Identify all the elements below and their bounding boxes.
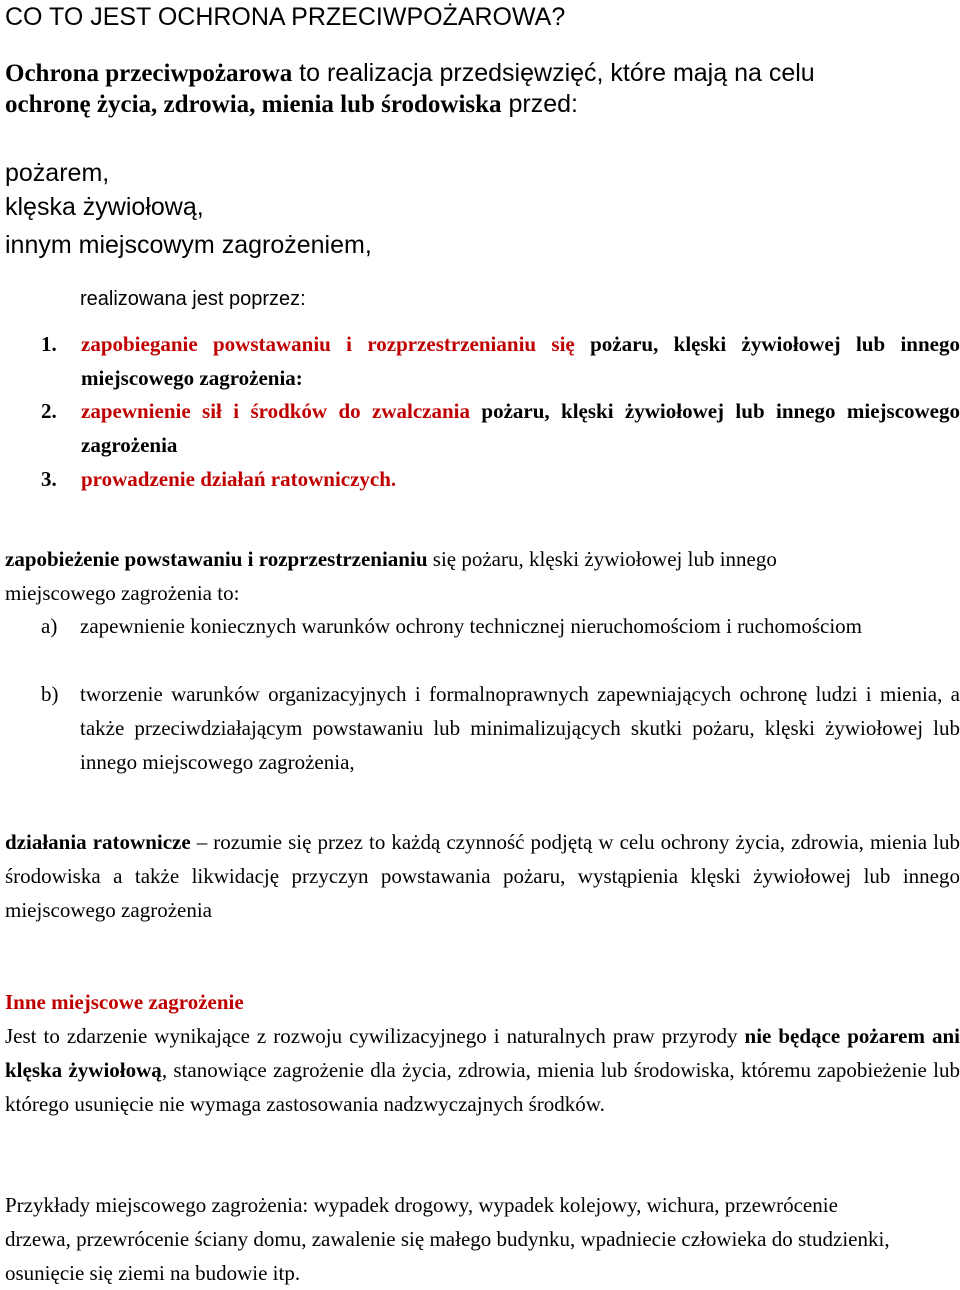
item-highlight: prowadzenie działań ratowniczych. [81, 467, 397, 491]
item-highlight: zapewnienie sił i środków do zwalczania [81, 399, 471, 423]
examples-paragraph: Przykłady miejscowego zagrożenia: wypadek drogowy, wypadek kolejowy, wichura, przewrócenie drzewa, przewrócenie ściany domu, zawalenie się małego budynku, wpadniecie człowieka do studzienki, osunięcie się ziemi na budowie itp. [5, 1193, 890, 1285]
threat-item: pożarem, [5, 159, 110, 187]
numbered-item [41, 462, 960, 496]
section-heading: Inne miejscowe zagrożenie [5, 990, 244, 1014]
item-number: 2. [41, 399, 57, 423]
item-text: pożaru, klęski żywiołowej lub innego miejscowego zagrożenia [81, 399, 960, 457]
intro-term: Ochrona przeciwpożarowa [5, 60, 293, 87]
intro-text: to realizacja przedsięwzięć, które mają na celu [292, 59, 815, 87]
item-text: tworzenie warunków organizacyjnych i formalnoprawnych zapewniających ochronę ludzi i mienia, a także przeciwdziałającym powstawaniu lub minimalizujących skutki pożaru, klęski żywiołowej lub innego miejscowego zagrożenia, [80, 682, 960, 774]
threat-item: klęska żywiołową, [5, 193, 204, 221]
prevention-item [41, 609, 960, 643]
rescue-text: – rozumie się przez to każdą czynność podjętą w celu ochrony życia, zdrowia, mienia lub środowiska a także likwidację przyczyn powstawania pożaru, wystąpienia klęski żywiołowej lub innego miejscowego zagrożenia [5, 830, 960, 922]
item-highlight: zapobieganie powstawaniu i rozprzestrzenianiu się [81, 332, 575, 356]
item-letter: a) [41, 614, 58, 638]
intro-protected-goods: ochronę życia, zdrowia, mienia lub środowiska [5, 91, 502, 118]
numbered-item [41, 327, 960, 395]
item-text: zapewnienie koniecznych warunków ochrony technicznej nieruchomościom i ruchomościom [80, 614, 862, 638]
item-number: 1. [41, 332, 57, 356]
definition-emphasis: nie będące pożarem ani klęska żywiołową [5, 1024, 960, 1082]
rescue-term: działania ratownicze [5, 830, 191, 854]
page-title: CO TO JEST OCHRONA PRZECIWPOŻAROWA? [5, 3, 566, 31]
definition-text: Jest to zdarzenie wynikające z rozwoju cywilizacyjnego i naturalnych praw przyrody [5, 1024, 745, 1048]
item-number: 3. [41, 467, 57, 491]
prevention-item [41, 677, 960, 779]
numbered-item [41, 394, 960, 462]
prevention-term: zapobieżenie powstawaniu i rozprzestrzenianiu [5, 547, 428, 571]
rescue-definition [5, 825, 960, 927]
threat-item: innym miejscowym zagrożeniem, [5, 231, 372, 259]
definition-end: , stanowiące zagrożenie dla życia, zdrowia, mienia lub środowiska, któremu zapobieżenie lub którego usunięcie nie wymaga zastosowania nadzwyczajnych środków. [5, 1058, 960, 1116]
item-letter: b) [41, 682, 59, 706]
other-threat-definition [5, 1019, 960, 1121]
realized-by-label: realizowana jest poprzez: [80, 288, 306, 310]
prevention-intro [5, 542, 875, 610]
prevention-text: się pożaru, klęski żywiołowej lub innego miejscowego zagrożenia to: [5, 547, 777, 605]
intro-paragraph [5, 58, 905, 120]
item-text: pożaru, klęski żywiołowej lub innego miejscowego zagrożenia: [81, 332, 960, 390]
intro-end: przed: [501, 90, 578, 118]
